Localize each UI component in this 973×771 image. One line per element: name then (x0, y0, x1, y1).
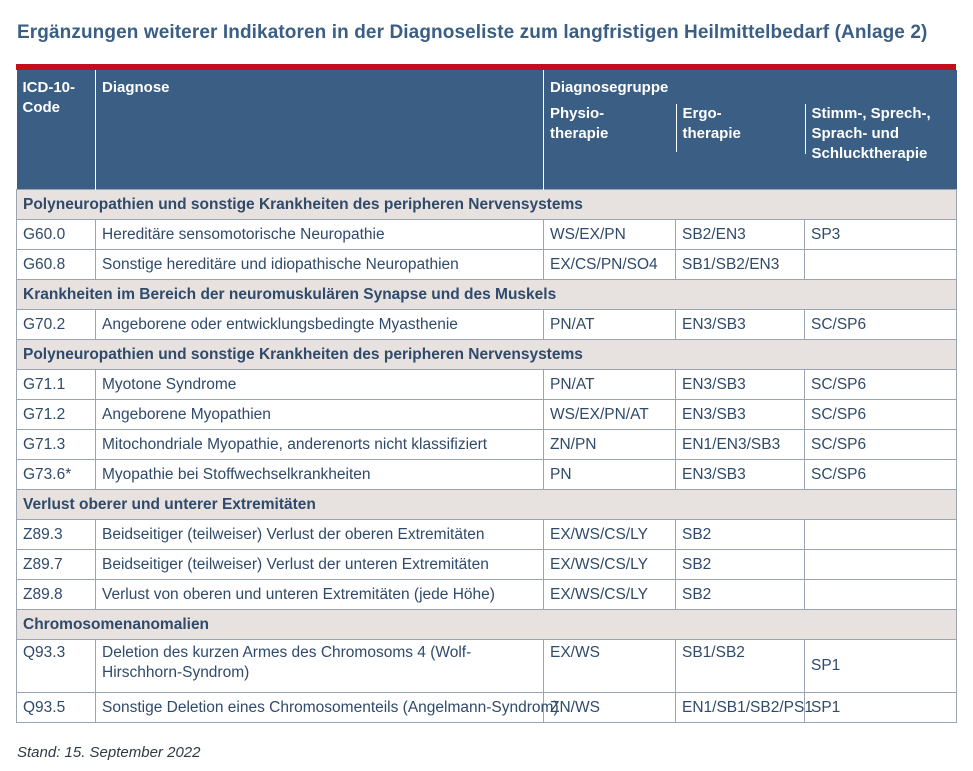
cell-ergo: SB2 (676, 550, 805, 580)
cell-stimm: SP3 (805, 220, 957, 250)
cell-stimm: SC/SP6 (805, 310, 957, 340)
cell-physio: ZN/WS (544, 693, 676, 723)
table-row (17, 580, 957, 610)
table-row (17, 250, 957, 280)
cell-code: G71.1 (17, 370, 96, 400)
section-heading: Verlust oberer und unterer Extremitäten (17, 490, 957, 520)
cell-code: Z89.8 (17, 580, 96, 610)
cell-code: G71.3 (17, 430, 96, 460)
cell-code: Q93.5 (17, 693, 96, 723)
cell-diagnose: Verlust von oberen und unteren Extremitäten (jede Höhe) (96, 580, 544, 610)
section-row (17, 490, 957, 520)
section-heading: Krankheiten im Bereich der neuromuskulären Synapse und des Muskels (17, 280, 957, 310)
header-diagnose: Diagnose (96, 70, 544, 190)
cell-ergo: EN3/SB3 (676, 370, 805, 400)
section-row (17, 610, 957, 640)
cell-diagnose: Mitochondriale Myopathie, anderenorts nicht klassifiziert (96, 430, 544, 460)
cell-stimm: SC/SP6 (805, 460, 957, 490)
cell-code: G60.0 (17, 220, 96, 250)
section-heading: Polyneuropathien und sonstige Krankheiten des peripheren Nervensystems (17, 340, 957, 370)
section-row (17, 340, 957, 370)
cell-diagnose: Deletion des kurzen Armes des Chromosoms 4 (Wolf-Hirschhorn-Syndrom) (96, 640, 544, 693)
cell-ergo: EN3/SB3 (676, 400, 805, 430)
cell-diagnose: Myotone Syndrome (96, 370, 544, 400)
diagnosis-table (16, 70, 957, 723)
table-row (17, 520, 957, 550)
cell-ergo: SB2 (676, 580, 805, 610)
cell-diagnose: Angeborene oder entwicklungsbedingte Myasthenie (96, 310, 544, 340)
cell-physio: EX/WS/CS/LY (544, 520, 676, 550)
page-title: Ergänzungen weiterer Indikatoren in der Diagnoseliste zum langfristigen Heilmittelbedarf (Anlage 2) (17, 22, 928, 43)
cell-physio: PN (544, 460, 676, 490)
cell-diagnose: Hereditäre sensomotorische Neuropathie (96, 220, 544, 250)
table-row (17, 310, 957, 340)
cell-code: Q93.3 (17, 640, 96, 693)
cell-stimm: SC/SP6 (805, 400, 957, 430)
cell-stimm: SC/SP6 (805, 430, 957, 460)
cell-ergo: EN1/EN3/SB3 (676, 430, 805, 460)
cell-diagnose: Beidseitiger (teilweiser) Verlust der oberen Extremitäten (96, 520, 544, 550)
header-stimmtherapie: Stimm-, Sprech-, Sprach- und Schlucktherapie (805, 100, 957, 190)
cell-physio: EX/CS/PN/SO4 (544, 250, 676, 280)
cell-code: G60.8 (17, 250, 96, 280)
cell-physio: PN/AT (544, 310, 676, 340)
cell-ergo: SB2/EN3 (676, 220, 805, 250)
header-physiotherapie: Physio-therapie (544, 100, 676, 190)
cell-physio: ZN/PN (544, 430, 676, 460)
cell-ergo: EN3/SB3 (676, 310, 805, 340)
cell-stimm: SP1 (805, 640, 957, 693)
cell-code: G73.6* (17, 460, 96, 490)
header-icd-code: ICD-10-Code (17, 70, 96, 190)
header-ergotherapie: Ergo-therapie (676, 100, 805, 190)
cell-code: G71.2 (17, 400, 96, 430)
cell-physio: WS/EX/PN (544, 220, 676, 250)
cell-stimm (805, 250, 957, 280)
header-diagnosegruppe: Diagnosegruppe (544, 70, 957, 100)
cell-stimm (805, 550, 957, 580)
section-row (17, 280, 957, 310)
section-row (17, 190, 957, 220)
table-body (17, 190, 957, 723)
cell-diagnose: Angeborene Myopathien (96, 400, 544, 430)
table-row (17, 640, 957, 693)
table-row (17, 550, 957, 580)
table-row (17, 370, 957, 400)
table-row (17, 430, 957, 460)
footer-date: Stand: 15. September 2022 (17, 744, 201, 761)
table-row (17, 693, 957, 723)
cell-physio: PN/AT (544, 370, 676, 400)
cell-code: Z89.7 (17, 550, 96, 580)
cell-ergo: EN1/SB1/SB2/PS1 (676, 693, 805, 723)
cell-physio: EX/WS/CS/LY (544, 550, 676, 580)
cell-physio: WS/EX/PN/AT (544, 400, 676, 430)
cell-physio: EX/WS/CS/LY (544, 580, 676, 610)
table-row (17, 220, 957, 250)
cell-physio: EX/WS (544, 640, 676, 693)
cell-diagnose: Sonstige Deletion eines Chromosomenteils (Angelmann-Syndrom) (96, 693, 544, 723)
section-heading: Polyneuropathien und sonstige Krankheiten des peripheren Nervensystems (17, 190, 957, 220)
cell-stimm (805, 580, 957, 610)
cell-ergo: SB1/SB2 (676, 640, 805, 693)
cell-diagnose: Sonstige hereditäre und idiopathische Neuropathien (96, 250, 544, 280)
cell-ergo: EN3/SB3 (676, 460, 805, 490)
cell-diagnose: Myopathie bei Stoffwechselkrankheiten (96, 460, 544, 490)
cell-code: Z89.3 (17, 520, 96, 550)
cell-ergo: SB2 (676, 520, 805, 550)
cell-stimm: SC/SP6 (805, 370, 957, 400)
cell-ergo: SB1/SB2/EN3 (676, 250, 805, 280)
cell-code: G70.2 (17, 310, 96, 340)
table-row (17, 400, 957, 430)
table-row (17, 460, 957, 490)
cell-stimm: SP1 (805, 693, 957, 723)
cell-diagnose: Beidseitiger (teilweiser) Verlust der unteren Extremitäten (96, 550, 544, 580)
section-heading: Chromosomenanomalien (17, 610, 957, 640)
cell-stimm (805, 520, 957, 550)
